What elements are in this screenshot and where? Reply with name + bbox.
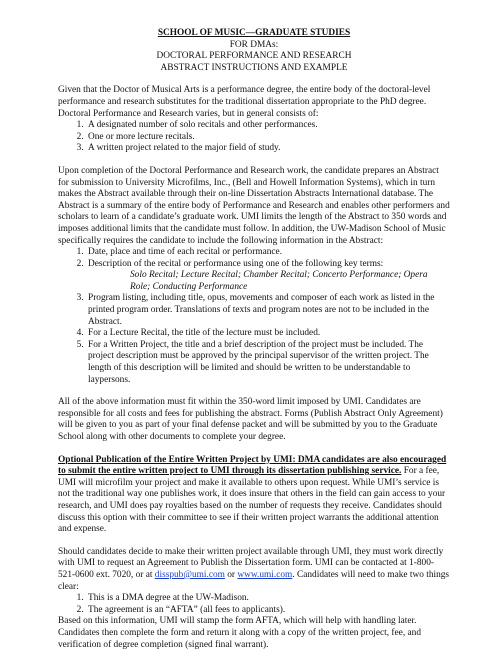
abstract-paragraph: Upon completion of the Doctoral Performance and Research work, the candidate prepares an Abstract for submission to University Microfilms, Inc., (Bell and Howell Information Systems), which in turn makes the Abstract available through their on-line Dissertation Abstracts International database. The Abstract is a summary of the entire body of Performance and Research and enables other performers and scholars to learn of a candidate’s graduate work. UMI limits the length of the Abstract to 350 words and imposes additional limits that the candidate must follow. In addition, the UW-Madison School of Music specifically requires the candidate to include the following information in the Abstract: — [58, 165, 450, 246]
list-item: 2. One or more lecture recitals. — [86, 132, 450, 144]
contact-or: or — [224, 569, 238, 580]
optional-publication-heading: Optional Publication of the Entire Written Project by UMI: DMA candidates are also encouraged to submit the entire written project to UMI through its dissertation publishing service. — [58, 454, 447, 477]
list-item: 3. A written project related to the major field of study. — [86, 143, 450, 155]
closing-paragraph: Based on this information, UMI will stamp the form AFTA, which will help with handling later. Candidates then complete the form and return it along with a copy of the written project, fee, and verification of degree completion (signed final warrant). — [58, 616, 421, 650]
list-item — [86, 259, 450, 294]
intro-list — [58, 120, 450, 155]
list-item: 2. The agreement is an “AFTA” (all fees to applicants). — [86, 605, 450, 617]
list-item: 4. For a Lecture Recital, the title of the lecture must be included. — [86, 328, 450, 340]
key-terms: Solo Recital; Lecture Recital; Chamber Recital; Concerto Performance; Opera Role; Conducting Performance — [130, 270, 428, 292]
contact-text-end: . Candidates will need to make two things clear: — [58, 569, 450, 592]
list-item: 1. A designated number of solo recitals and other performances. — [86, 120, 450, 132]
document-subtitle: FOR DMAs: — [229, 39, 279, 50]
abstract-requirements-list — [58, 247, 450, 386]
word-limit-paragraph: All of the above information must fit within the 350-word limit imposed by UMI. Candidates are responsible for all costs and fees for publishing the abstract. Forms (Publish Abstract Only Agreement) will be given to you as part of your final defense packet and will be submitted by you to the Graduate School along with other documents to complete your degree. — [58, 397, 443, 442]
document-heading-line3: DOCTORAL PERFORMANCE AND RESEARCH — [156, 51, 352, 62]
email-link[interactable]: disspub@umi.com — [154, 569, 225, 580]
contact-text: Should candidates decide to make their written project available through UMI, they must work directly with UMI to request an Agreement to Publish the Dissertation form. UMI can be contacted at 1-800-521-0600 ext. 7020, or at — [58, 546, 444, 580]
optional-publication-text: For a fee, UMI will microfilm your project and make it available to others upon request. While UMI’s service is not the traditional way one publishes work, it does insure that others in the field can gain access to your research, and UMI does pay royalties based on the number of requests they receive. Candidates should discuss this option with their committee to see if their written project warrants the additional attention and expense. — [58, 466, 446, 535]
intro-paragraph: Given that the Doctor of Musical Arts is a performance degree, the entire body of the doctoral-level performance and research substitutes for the traditional dissertation appropriate to the PhD degree. Doctoral Performance and Research varies, but in general consists of: — [58, 85, 431, 119]
contact-list — [58, 593, 450, 616]
document-header — [58, 28, 450, 74]
document-heading-line4: ABSTRACT INSTRUCTIONS AND EXAMPLE — [160, 62, 348, 73]
list-item: 3. Program listing, including title, opus, movements and composer of each work as listed in the printed program order. Translations of texts and program notes are not to be included in the Abstract. — [86, 293, 450, 328]
website-link[interactable]: www.umi.com — [237, 569, 293, 580]
document-title: SCHOOL OF MUSIC—GRADUATE STUDIES — [157, 28, 351, 38]
list-item: 1. Date, place and time of each recital or performance. — [86, 247, 450, 259]
contact-paragraph — [58, 547, 450, 593]
list-item: 1. This is a DMA degree at the UW-Madison. — [86, 593, 450, 605]
list-item-text: Description of the recital or performance using one of the following key terms: — [88, 258, 384, 269]
optional-publication-paragraph — [58, 455, 450, 536]
list-item: 5. For a Written Project, the title and a brief description of the project must be included. The project description must be approved by the principal supervisor of the written project. The length of this description will be limited and should be written to be understandable to laypersons. — [86, 340, 450, 386]
